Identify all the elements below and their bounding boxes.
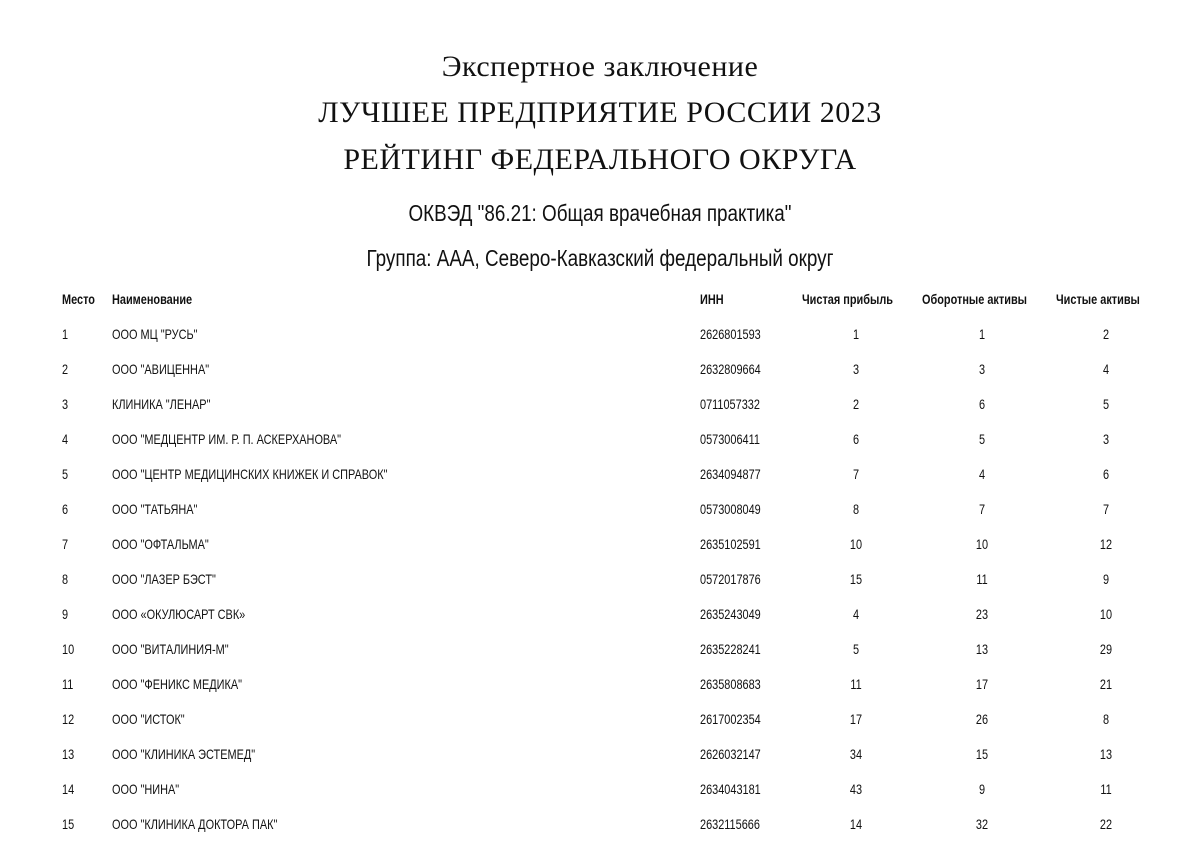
row-name: ООО "АВИЦЕННА" [112, 361, 210, 377]
row-name: ООО "НИНА" [112, 781, 180, 797]
row-name: ООО МЦ "РУСЬ" [112, 326, 198, 342]
column-header-place: Место [62, 291, 95, 307]
row-place: 3 [62, 396, 69, 412]
row-current-assets: 1 [978, 326, 986, 342]
row-inn: 2632809664 [700, 361, 761, 377]
row-net-assets: 8 [1102, 711, 1110, 727]
row-place: 7 [62, 536, 69, 552]
row-current-assets: 32 [975, 816, 989, 832]
table-row [0, 491, 1200, 526]
table-row [0, 596, 1200, 631]
row-place: 6 [62, 501, 69, 517]
row-name: ООО "КЛИНИКА ЭСТЕМЕД" [112, 746, 256, 762]
row-current-assets: 7 [978, 501, 986, 517]
row-current-assets: 6 [978, 396, 986, 412]
table-row [0, 351, 1200, 386]
row-net-profit: 7 [852, 466, 860, 482]
row-net-assets: 7 [1102, 501, 1110, 517]
row-place: 9 [62, 606, 69, 622]
row-net-assets: 21 [1099, 676, 1113, 692]
column-header-net-assets: Чистые активы [1056, 291, 1140, 307]
row-name: ООО "МЕДЦЕНТР ИМ. Р. П. АСКЕРХАНОВА" [112, 431, 342, 447]
row-net-profit: 6 [852, 431, 860, 447]
rating-title: РЕЙТИНГ ФЕДЕРАЛЬНОГО ОКРУГА [343, 143, 857, 176]
table-row [0, 561, 1200, 596]
row-current-assets: 10 [975, 536, 989, 552]
row-current-assets: 17 [975, 676, 989, 692]
table-row [0, 526, 1200, 561]
row-place: 10 [62, 641, 75, 657]
row-inn: 2635102591 [700, 536, 761, 552]
rating-table [0, 289, 1200, 841]
row-inn: 0573006411 [700, 431, 760, 447]
row-place: 12 [62, 711, 75, 727]
row-inn: 2617002354 [700, 711, 761, 727]
row-inn: 2635808683 [700, 676, 761, 692]
row-net-profit: 17 [849, 711, 863, 727]
row-name: ООО "КЛИНИКА ДОКТОРА ПАК" [112, 816, 278, 832]
row-inn: 0711057332 [700, 396, 760, 412]
column-header-current-assets: Оборотные активы [922, 291, 1027, 307]
okved-subtitle: ОКВЭД "86.21: Общая врачебная практика" [408, 200, 792, 226]
row-net-profit: 14 [849, 816, 863, 832]
row-net-profit: 15 [849, 571, 863, 587]
column-header-inn: ИНН [700, 291, 724, 307]
table-row [0, 666, 1200, 701]
row-place: 13 [62, 746, 75, 762]
row-name: ООО «ОКУЛЮСАРТ СВК» [112, 606, 246, 622]
row-net-profit: 8 [852, 501, 860, 517]
row-net-assets: 9 [1102, 571, 1110, 587]
row-name: ООО "ЦЕНТР МЕДИЦИНСКИХ КНИЖЕК И СПРАВОК" [112, 466, 388, 482]
row-name: ООО "ФЕНИКС МЕДИКА" [112, 676, 243, 692]
row-net-profit: 34 [849, 746, 863, 762]
table-row [0, 771, 1200, 806]
row-net-assets: 12 [1099, 536, 1113, 552]
row-net-profit: 11 [850, 676, 862, 692]
row-inn: 2626032147 [700, 746, 761, 762]
row-place: 2 [62, 361, 69, 377]
row-current-assets: 4 [978, 466, 986, 482]
table-row [0, 736, 1200, 771]
row-name: ООО "ЛАЗЕР БЭСТ" [112, 571, 216, 587]
row-place: 11 [62, 676, 74, 692]
row-place: 15 [62, 816, 75, 832]
row-inn: 2632115666 [700, 816, 760, 832]
table-row [0, 456, 1200, 491]
row-net-assets: 13 [1099, 746, 1113, 762]
row-net-profit: 4 [852, 606, 860, 622]
row-net-assets: 4 [1102, 361, 1110, 377]
row-inn: 2634043181 [700, 781, 761, 797]
row-current-assets: 9 [978, 781, 986, 797]
row-place: 14 [62, 781, 75, 797]
row-net-assets: 6 [1102, 466, 1110, 482]
row-name: ООО "ТАТЬЯНА" [112, 501, 198, 517]
table-row [0, 421, 1200, 456]
row-current-assets: 11 [976, 571, 988, 587]
table-body [0, 316, 1200, 841]
group-subtitle: Группа: ААА, Северо-Кавказский федеральный округ [366, 245, 834, 271]
row-name: ООО "ВИТАЛИНИЯ-М" [112, 641, 229, 657]
table-row [0, 701, 1200, 736]
row-inn: 2634094877 [700, 466, 761, 482]
row-net-profit: 2 [852, 396, 860, 412]
column-header-net-profit: Чистая прибыль [802, 291, 893, 307]
row-net-assets: 11 [1100, 781, 1112, 797]
row-place: 4 [62, 431, 69, 447]
row-inn: 2626801593 [700, 326, 761, 342]
document-title: Экспертное заключение [441, 50, 759, 83]
row-inn: 2635243049 [700, 606, 761, 622]
table-header-row [0, 289, 1200, 316]
row-current-assets: 13 [975, 641, 989, 657]
row-place: 5 [62, 466, 69, 482]
award-title: ЛУЧШЕЕ ПРЕДПРИЯТИЕ РОССИИ 2023 [318, 96, 882, 129]
row-net-assets: 10 [1099, 606, 1113, 622]
column-header-name: Наименование [112, 291, 193, 307]
row-current-assets: 23 [975, 606, 989, 622]
row-place: 8 [62, 571, 69, 587]
row-net-assets: 2 [1102, 326, 1110, 342]
row-current-assets: 15 [975, 746, 989, 762]
row-place: 1 [62, 326, 69, 342]
table-row [0, 386, 1200, 421]
row-net-assets: 3 [1102, 431, 1110, 447]
row-current-assets: 3 [978, 361, 986, 377]
row-net-assets: 5 [1102, 396, 1110, 412]
row-inn: 2635228241 [700, 641, 761, 657]
row-net-assets: 29 [1099, 641, 1113, 657]
table-row [0, 631, 1200, 666]
row-current-assets: 5 [978, 431, 986, 447]
row-name: КЛИНИКА "ЛЕНАР" [112, 396, 211, 412]
row-net-profit: 43 [849, 781, 863, 797]
table-row [0, 806, 1200, 841]
row-net-profit: 1 [852, 326, 860, 342]
row-inn: 0572017876 [700, 571, 761, 587]
row-net-assets: 22 [1099, 816, 1113, 832]
row-name: ООО "ИСТОК" [112, 711, 185, 727]
row-net-profit: 10 [849, 536, 863, 552]
row-name: ООО "ОФТАЛЬМА" [112, 536, 209, 552]
row-net-profit: 3 [852, 361, 860, 377]
table-row [0, 316, 1200, 351]
row-current-assets: 26 [975, 711, 989, 727]
row-net-profit: 5 [852, 641, 860, 657]
row-inn: 0573008049 [700, 501, 761, 517]
